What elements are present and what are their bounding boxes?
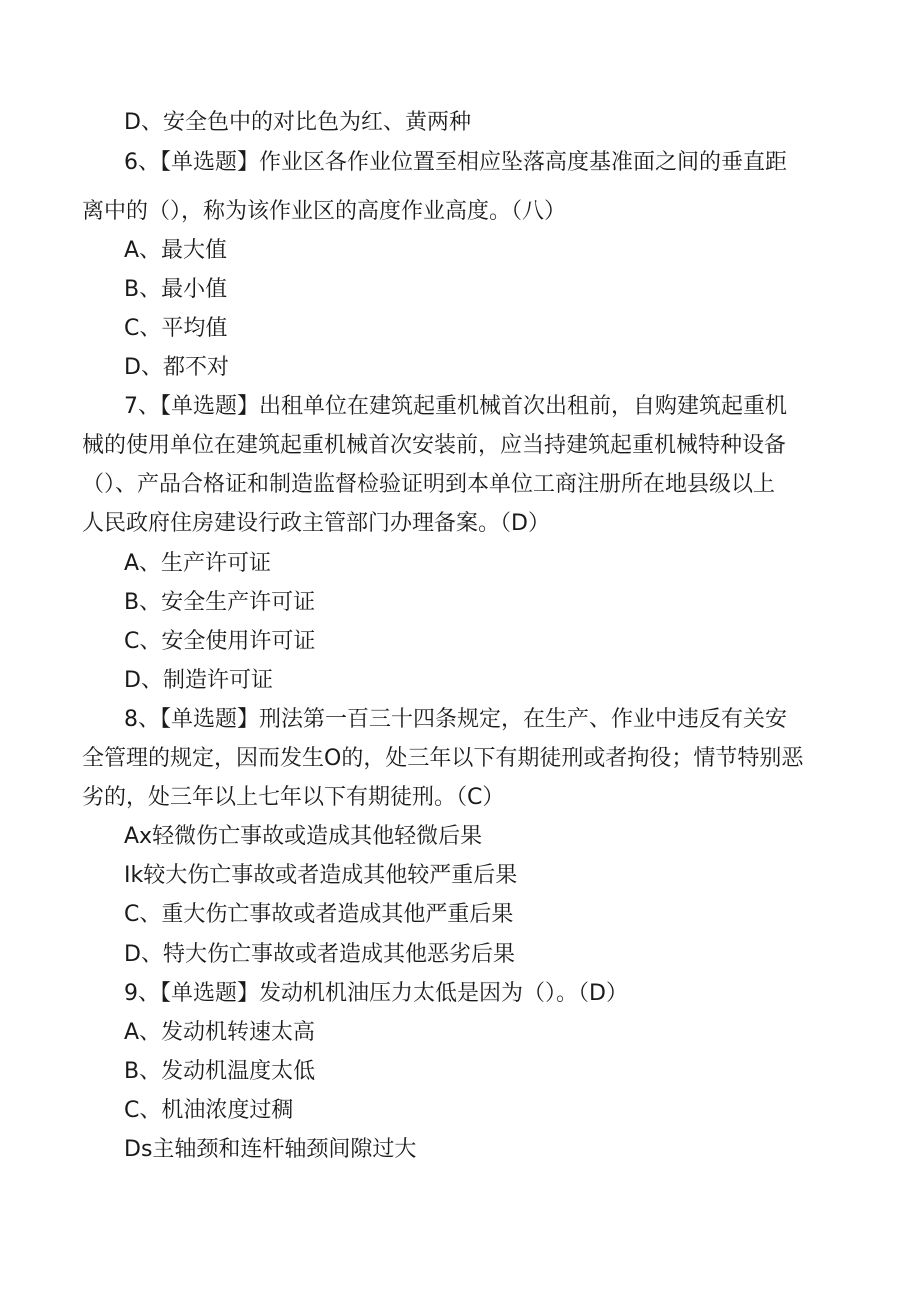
q7-option-b: B、安全生产许可证 bbox=[124, 590, 316, 615]
q9-option-c: C、机油浓度过稠 bbox=[124, 1098, 294, 1123]
q6-option-b: B、最小值 bbox=[124, 277, 228, 302]
q9-option-d: Ds主轴颈和连杆轴颈间隙过大 bbox=[124, 1137, 417, 1162]
q9-option-b: B、发动机温度太低 bbox=[124, 1059, 316, 1084]
q8-stem-line-2: 全管理的规定，因而发生O的，处三年以下有期徒刑或者拘役；情节特别恶 bbox=[82, 746, 804, 771]
q5-option-d: D、安全色中的对比色为红、黄两种 bbox=[124, 110, 471, 135]
q7-option-d: D、制造许可证 bbox=[124, 668, 273, 693]
q8-option-c: C、重大伤亡事故或者造成其他严重后果 bbox=[124, 902, 514, 927]
q6-stem-line-1: 6、【单选题】作业区各作业位置至相应坠落高度基准面之间的垂直距 bbox=[124, 150, 787, 175]
q7-option-c: C、安全使用许可证 bbox=[124, 629, 316, 654]
q7-stem-line-4: 人民政府住房建设行政主管部门办理备案。（D） bbox=[82, 511, 550, 536]
q7-stem-line-1: 7、【单选题】出租单位在建筑起重机械首次出租前，自购建筑起重机 bbox=[124, 394, 787, 419]
q7-option-a: A、生产许可证 bbox=[124, 551, 272, 576]
q6-stem-line-2: 离中的（），称为该作业区的高度作业高度。（八） bbox=[82, 199, 567, 224]
q8-option-d: D、特大伤亡事故或者造成其他恶劣后果 bbox=[124, 942, 515, 967]
q8-option-a: Ax轻微伤亡事故或造成其他轻微后果 bbox=[124, 824, 483, 849]
q9-option-a: A、发动机转速太高 bbox=[124, 1020, 316, 1045]
q8-stem-line-1: 8、【单选题】刑法第一百三十四条规定，在生产、作业中违反有关安 bbox=[124, 707, 787, 732]
q7-stem-line-2: 械的使用单位在建筑起重机械首次安装前，应当持建筑起重机械特种设备 bbox=[82, 433, 787, 458]
q6-option-c: C、平均值 bbox=[124, 316, 228, 341]
q8-option-b: Ik较大伤亡事故或者造成其他较严重后果 bbox=[124, 863, 518, 888]
q7-stem-line-3: （）、产品合格证和制造监督检验证明到本单位工商注册所在地县级以上 bbox=[82, 472, 776, 497]
q9-stem: 9、【单选题】发动机机油压力太低是因为（）。（D） bbox=[124, 981, 628, 1006]
q6-option-a: A、最大值 bbox=[124, 238, 228, 263]
q6-option-d: D、都不对 bbox=[124, 355, 229, 380]
q8-stem-line-3: 劣的，处三年以上七年以下有期徒刑。（C） bbox=[82, 785, 505, 810]
